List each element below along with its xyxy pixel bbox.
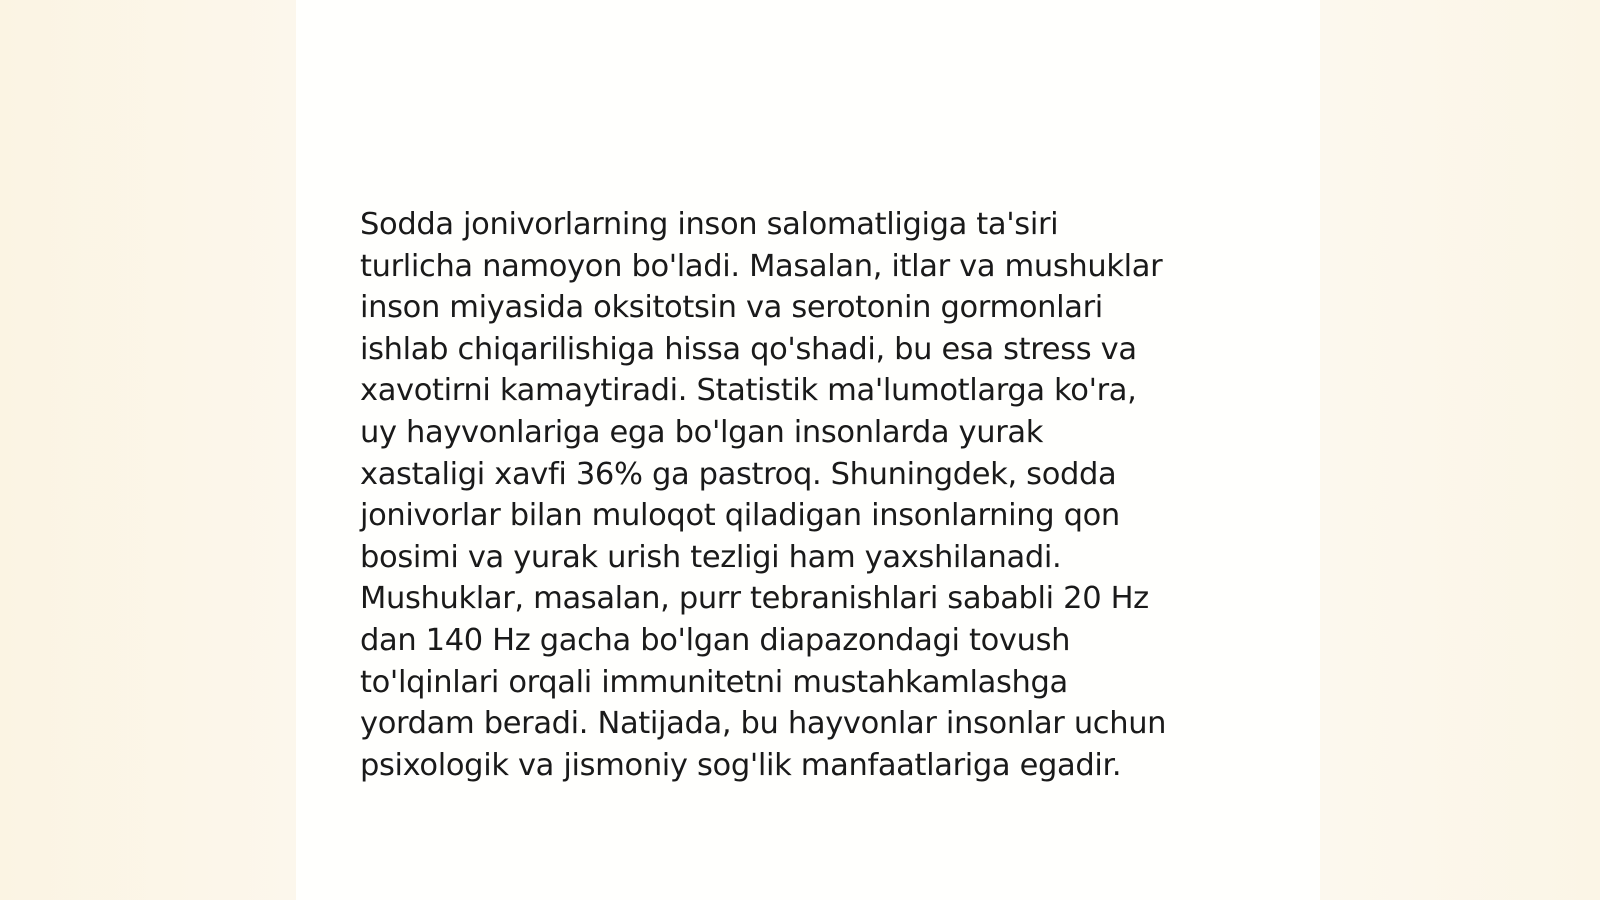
paragraph-line: ishlab chiqarilishiga hissa qo'shadi, bu esa stress va — [360, 331, 1137, 367]
paragraph-line: turlicha namoyon bo'ladi. Masalan, itlar va mushuklar — [360, 248, 1163, 284]
paragraph-line: psixologik va jismoniy sog'lik manfaatlariga egadir. — [360, 747, 1122, 783]
paragraph-line: xastaligi xavfi 36% ga pastroq. Shuningdek, sodda — [360, 456, 1117, 492]
paragraph-line: Mushuklar, masalan, purr tebranishlari sababli 20 Hz — [360, 581, 1149, 617]
paragraph-line: bosimi va yurak urish tezligi ham yaxshilanadi. — [360, 539, 1062, 575]
backdrop-left — [0, 0, 296, 900]
paragraph-line: to'lqinlari orqali immunitetni mustahkamlashga — [360, 664, 1068, 700]
body-paragraph — [360, 204, 1260, 786]
paragraph-line: yordam beradi. Natijada, bu hayvonlar insonlar uchun — [360, 706, 1167, 742]
paragraph-line: xavotirni kamaytiradi. Statistik ma'lumotlarga ko'ra, — [360, 373, 1137, 409]
paragraph-line: Sodda jonivorlarning inson salomatligiga ta'siri — [360, 207, 1059, 242]
paragraph-line: jonivorlar bilan muloqot qiladigan insonlarning qon — [360, 498, 1120, 534]
paragraph-line: inson miyasida oksitotsin va serotonin gormonlari — [360, 290, 1103, 326]
paragraph-line: uy hayvonlariga ega bo'lgan insonlarda yurak — [360, 414, 1044, 450]
paragraph-line: dan 140 Hz gacha bo'lgan diapazondagi tovush — [360, 622, 1071, 658]
document-page — [296, 0, 1320, 900]
backdrop-right — [1320, 0, 1600, 900]
